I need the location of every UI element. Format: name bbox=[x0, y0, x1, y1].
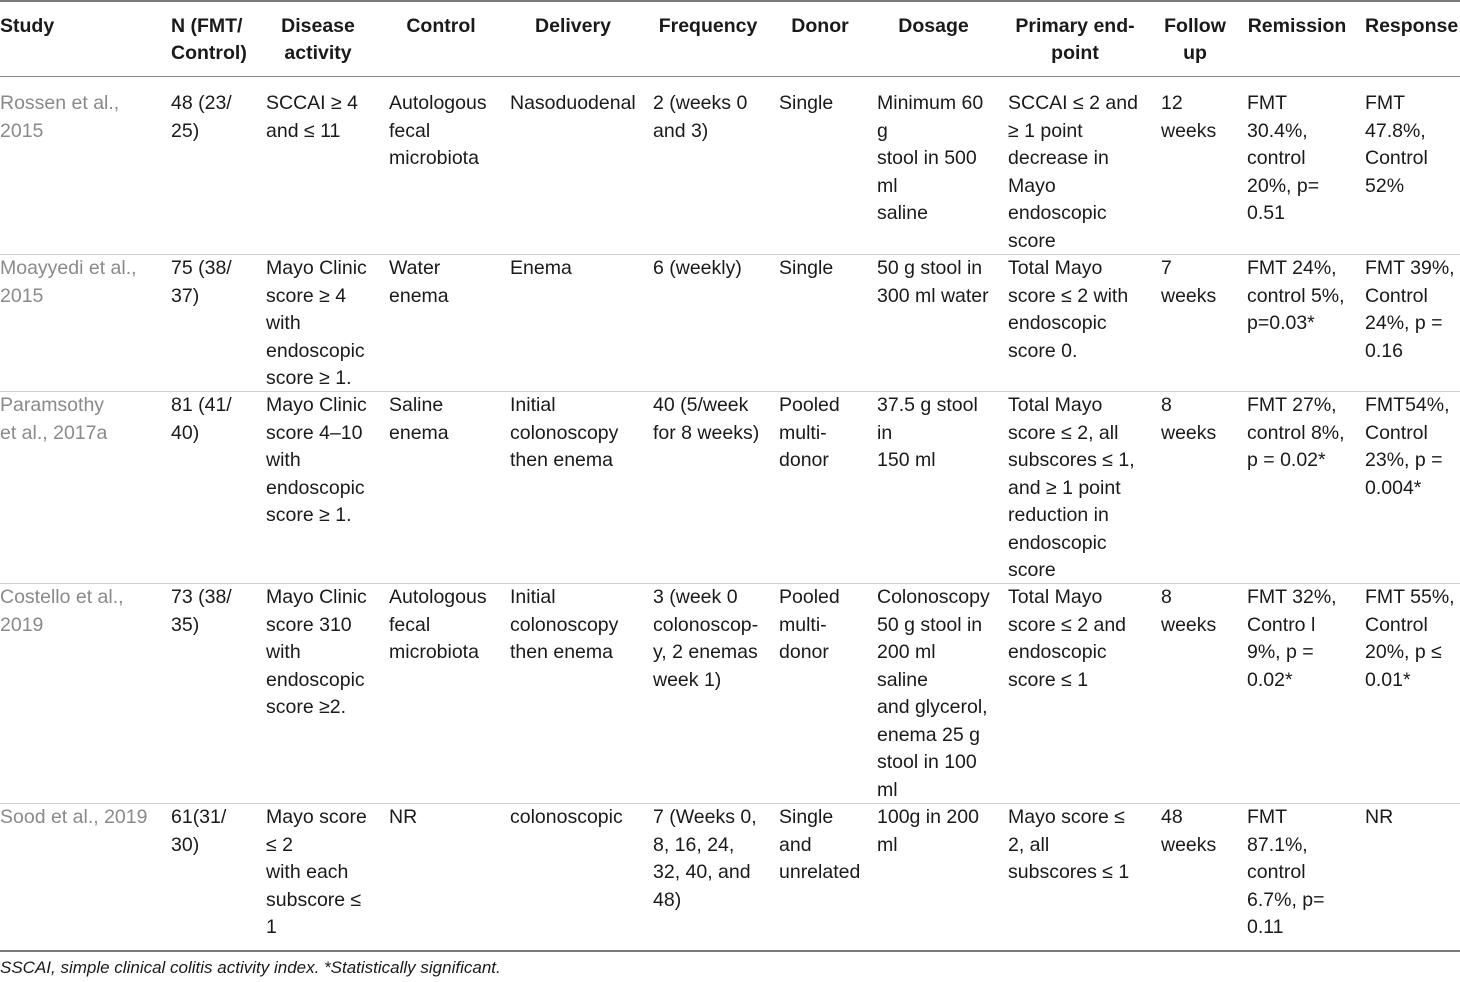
header-follow-up: Follow up bbox=[1164, 15, 1226, 64]
row-4-disease-activity: Mayo Clinic score 310 with endoscopic score ≥2. bbox=[266, 586, 367, 718]
header-primary-endpoint: Primary end- point bbox=[1015, 15, 1135, 64]
row-3-disease-activity: Mayo Clinic score 4–10 with endoscopic score ≥ 1. bbox=[266, 394, 367, 526]
row-3-n: 81 (41/ 40) bbox=[171, 394, 232, 444]
table-footnote: SSCAI, simple clinical colitis activity index. *Statistically significant. bbox=[0, 958, 501, 977]
row-2-study: Moayyedi et al., 2015 bbox=[0, 257, 137, 307]
row-2-frequency: 6 (weekly) bbox=[653, 257, 742, 279]
header-n: N (FMT/ Control) bbox=[171, 15, 247, 64]
row-3-dosage: 37.5 g stool in 150 ml bbox=[877, 394, 978, 471]
row-1-response: FMT 47.8%, Control 52% bbox=[1365, 92, 1428, 197]
row-3-donor: Pooled multi- donor bbox=[779, 394, 840, 471]
row-2-n: 75 (38/ 37) bbox=[171, 257, 232, 307]
row-2-donor: Single bbox=[779, 257, 834, 279]
header-control: Control bbox=[406, 15, 476, 37]
row-3-frequency: 40 (5/week for 8 weeks) bbox=[653, 394, 760, 444]
row-4-response: FMT 55%, Control 20%, p ≤ 0.01* bbox=[1365, 586, 1455, 691]
row-2-disease-activity: Mayo Clinic score ≥ 4 with endoscopic score ≥ 1. bbox=[266, 257, 367, 389]
row-3-control: Saline enema bbox=[389, 394, 449, 444]
row-3-follow-up: 8 weeks bbox=[1161, 394, 1217, 444]
row-2-delivery: Enema bbox=[510, 257, 572, 279]
row-1-delivery: Nasoduodenal bbox=[510, 92, 636, 114]
row-1-n: 48 (23/ 25) bbox=[171, 92, 232, 142]
row-4-frequency: 3 (week 0 colonoscop- y, 2 enemas week 1) bbox=[653, 586, 759, 691]
row-4-study: Costello et al., 2019 bbox=[0, 586, 124, 636]
row-5-remission: FMT 87.1%, control 6.7%, p= 0.11 bbox=[1247, 806, 1325, 938]
row-4-donor: Pooled multi- donor bbox=[779, 586, 840, 663]
row-4-control: Autologous fecal microbiota bbox=[389, 586, 487, 663]
row-1-control: Autologous fecal microbiota bbox=[389, 92, 487, 169]
row-2-primary-endpoint: Total Mayo score ≤ 2 with endoscopic score 0. bbox=[1008, 257, 1129, 362]
row-2-control: Water enema bbox=[389, 257, 449, 307]
header-donor: Donor bbox=[791, 15, 849, 37]
row-1-donor: Single bbox=[779, 92, 834, 114]
row-5-donor: Single and unrelated bbox=[779, 806, 861, 883]
row-4-remission: FMT 32%, Contro l 9%, p = 0.02* bbox=[1247, 586, 1337, 691]
row-1-follow-up: 12 weeks bbox=[1161, 92, 1217, 142]
row-5-delivery: colonoscopic bbox=[510, 806, 623, 828]
row-3-study: Paramsothy et al., 2017a bbox=[0, 394, 108, 444]
bottom-rule bbox=[0, 950, 1460, 952]
row-1-remission: FMT 30.4%, control 20%, p= 0.51 bbox=[1247, 92, 1320, 224]
row-2-dosage: 50 g stool in 300 ml water bbox=[877, 257, 989, 307]
row-3-delivery: Initial colonoscopy then enema bbox=[510, 394, 619, 471]
header-dosage: Dosage bbox=[898, 15, 969, 37]
row-3-primary-endpoint: Total Mayo score ≤ 2, all subscores ≤ 1, and ≥ 1 point reduction in endoscopic score bbox=[1008, 394, 1135, 581]
row-1-dosage: Minimum 60 g stool in 500 ml saline bbox=[877, 92, 984, 224]
row-4-primary-endpoint: Total Mayo score ≤ 2 and endoscopic score ≤ 1 bbox=[1008, 586, 1127, 691]
row-4-delivery: Initial colonoscopy then enema bbox=[510, 586, 619, 663]
header-rule bbox=[0, 76, 1460, 77]
row-1-study: Rossen et al., 2015 bbox=[0, 92, 120, 142]
row-5-disease-activity: Mayo score ≤ 2 with each subscore ≤ 1 bbox=[266, 806, 367, 938]
row-5-response: NR bbox=[1365, 806, 1394, 828]
row-2-response: FMT 39%, Control 24%, p = 0.16 bbox=[1365, 257, 1455, 362]
row-5-control: NR bbox=[389, 806, 418, 828]
row-1-disease-activity: SCCAI ≥ 4 and ≤ 11 bbox=[266, 92, 358, 142]
row-4-follow-up: 8 weeks bbox=[1161, 586, 1217, 636]
row-5-follow-up: 48 weeks bbox=[1161, 806, 1217, 856]
row-4-dosage: Colonoscopy 50 g stool in 200 ml saline and glycerol, enema 25 g stool in 100 ml bbox=[877, 586, 990, 801]
row-5-primary-endpoint: Mayo score ≤ 2, all subscores ≤ 1 bbox=[1008, 806, 1130, 883]
row-4-n: 73 (38/ 35) bbox=[171, 586, 232, 636]
header-remission: Remission bbox=[1247, 15, 1347, 37]
row-5-n: 61(31/ 30) bbox=[171, 806, 227, 856]
row-5-frequency: 7 (Weeks 0, 8, 16, 24, 32, 40, and 48) bbox=[653, 806, 757, 911]
row-1-primary-endpoint: SCCAI ≤ 2 and ≥ 1 point decrease in Mayo endoscopic score bbox=[1008, 92, 1138, 252]
header-study: Study bbox=[0, 15, 55, 37]
header-disease-activity: Disease activity bbox=[281, 15, 355, 64]
row-1-frequency: 2 (weeks 0 and 3) bbox=[653, 92, 748, 142]
row-5-study: Sood et al., 2019 bbox=[0, 806, 148, 828]
header-frequency: Frequency bbox=[658, 15, 758, 37]
row-2-follow-up: 7 weeks bbox=[1161, 257, 1217, 307]
header-response: Response bbox=[1365, 15, 1459, 37]
row-5-dosage: 100g in 200 ml bbox=[877, 806, 979, 856]
row-2-remission: FMT 24%, control 5%, p=0.03* bbox=[1247, 257, 1345, 334]
top-rule bbox=[0, 0, 1460, 2]
row-3-remission: FMT 27%, control 8%, p = 0.02* bbox=[1247, 394, 1345, 471]
row-3-response: FMT54%, Control 23%, p = 0.004* bbox=[1365, 394, 1450, 499]
header-delivery: Delivery bbox=[535, 15, 611, 37]
